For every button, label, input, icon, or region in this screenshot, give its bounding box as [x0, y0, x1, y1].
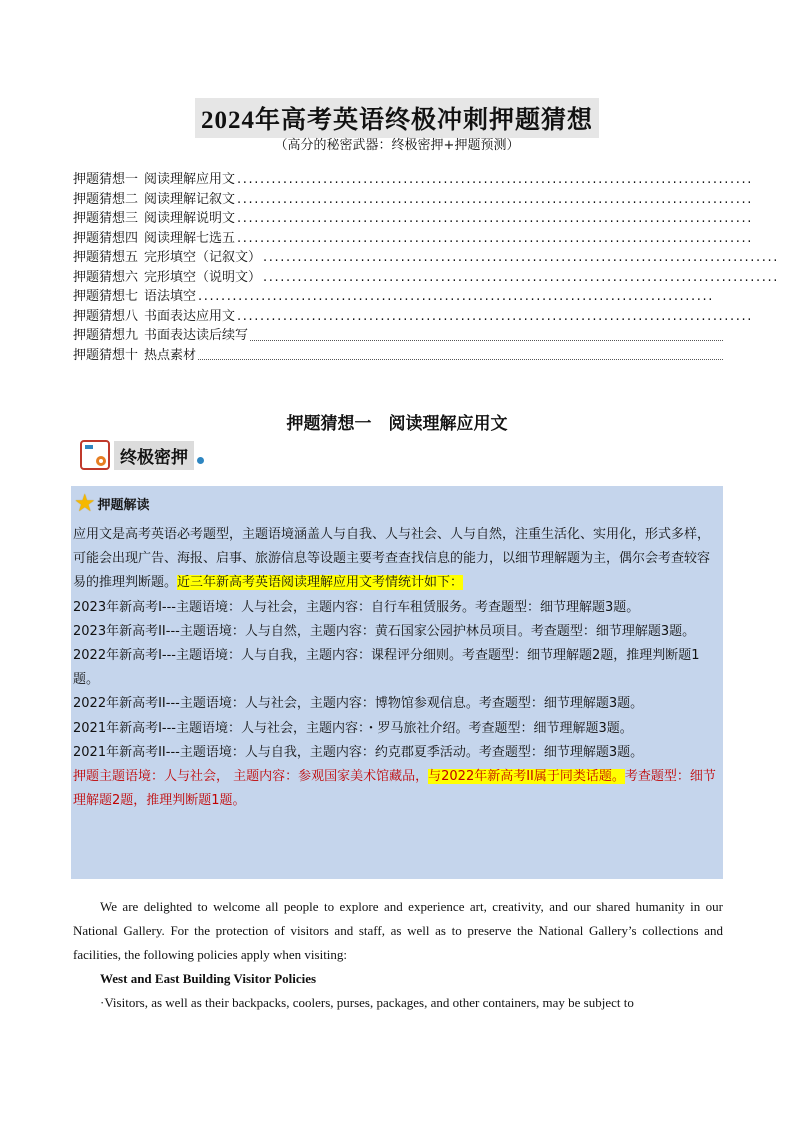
- analysis-box-header: [71, 486, 723, 520]
- toc-item[interactable]: [73, 229, 753, 249]
- toc-leader: [250, 326, 723, 341]
- toc-item[interactable]: [73, 248, 779, 268]
- toc-item-title: 完形填空（说明文）: [144, 269, 262, 285]
- toc-item-number: 押题猜想七: [73, 289, 139, 304]
- prediction-part-a: 押题主题语境：人与社会， 主题内容：参观国家美术馆藏品，: [73, 769, 429, 785]
- section-badge: [80, 440, 204, 470]
- passage-paragraph: We are delighted to welcome all people to explore and experience art, creativity, and our shared humanity in our National Gallery. For the protection of visitors and staff, as well as to preserve the National Gallery’s collections and facilities, the following policies apply when visiting:: [73, 899, 723, 962]
- toc-item[interactable]: [73, 346, 723, 366]
- toc-item[interactable]: [73, 287, 723, 307]
- dot-icon: [197, 457, 204, 464]
- target-board-icon: [80, 440, 110, 470]
- toc-leader: ..........................................................................................: [198, 289, 714, 304]
- toc-item-number: 押题猜想九: [73, 328, 139, 343]
- toc-item[interactable]: [73, 209, 753, 229]
- prediction-part-c: 考查题型：细节理解题2题，推理判断题1题。: [73, 769, 716, 809]
- stat-item: 2022年新高考II---主题语境：人与社会，主题内容：博物馆参观信息。考查题型：细节理解题3题。: [73, 696, 644, 712]
- page-title-wrap: [0, 98, 794, 138]
- toc-item-title: 书面表达读后续写: [144, 328, 249, 343]
- toc-item-title: 完形填空（记叙文）: [144, 250, 262, 265]
- prediction-part-b: 与2022年新高考II属于同类话题。: [428, 769, 625, 785]
- stat-item: 2021年新高考II---主题语境：人与自我，主题内容：约克郡夏季活动。考查题型：细节理解题3题。: [73, 744, 644, 760]
- toc-item-title: 阅读理解应用文: [144, 172, 236, 187]
- toc-leader: ..........................................................................................: [237, 308, 753, 324]
- toc-item-number: 押题猜想三: [73, 211, 139, 226]
- toc-item-title: 阅读理解记叙文: [144, 191, 236, 207]
- toc-item-number: 押题猜想四: [73, 230, 139, 246]
- analysis-intro-highlight: 近三年新高考英语阅读理解应用文考情统计如下：: [177, 575, 464, 591]
- toc-item[interactable]: [73, 307, 753, 327]
- toc-item[interactable]: [73, 326, 723, 346]
- passage-subheading: West and East Building Visitor Policies: [100, 971, 317, 986]
- section-title: 押题猜想一 阅读理解应用文: [286, 414, 508, 434]
- toc-leader: [198, 346, 723, 361]
- title-year: 2024: [200, 107, 255, 134]
- toc-leader: ..........................................................................................: [263, 250, 779, 265]
- analysis-intro: [73, 523, 721, 596]
- analysis-box-body: [71, 520, 723, 813]
- toc-item[interactable]: [73, 190, 753, 210]
- toc-leader: ..........................................................................................: [237, 191, 753, 207]
- page-title: [195, 98, 599, 138]
- analysis-box-heading: 押题解读: [97, 497, 150, 513]
- title-text: 年高考英语终极冲刺押题猜想: [254, 105, 593, 134]
- toc-item-title: 阅读理解七选五: [144, 230, 236, 246]
- page-subtitle: （高分的秘密武器：终极密押+押题预测）: [274, 138, 520, 153]
- stat-item: 2021年新高考I---主题语境：人与社会，主题内容：・罗马旅社介绍。考查题型：细节理解题3题。: [73, 720, 633, 736]
- toc-item[interactable]: [73, 170, 753, 190]
- toc-item-number: 押题猜想八: [73, 308, 139, 324]
- table-of-contents: [73, 170, 779, 365]
- toc-item-number: 押题猜想一: [73, 172, 139, 187]
- analysis-box: [71, 486, 723, 879]
- toc-leader: ..........................................................................................: [237, 230, 753, 246]
- toc-item-title: 书面表达应用文: [144, 308, 236, 324]
- toc-item-title: 热点素材: [144, 347, 197, 363]
- toc-leader: ..........................................................................................: [237, 211, 753, 226]
- toc-item[interactable]: [73, 268, 779, 288]
- toc-item-number: 押题猜想二: [73, 191, 139, 207]
- toc-leader: ..........................................................................................: [237, 172, 753, 187]
- prediction: [73, 765, 721, 813]
- toc-item-number: 押题猜想十: [73, 347, 139, 363]
- toc-leader: ..........................................................................................: [263, 269, 779, 285]
- toc-item-title: 阅读理解说明文: [144, 211, 236, 226]
- toc-item-number: 押题猜想六: [73, 269, 139, 285]
- badge-label: 终极密押: [114, 441, 194, 470]
- reading-passage: [73, 895, 723, 1015]
- stat-item: 2023年新高考II---主题语境：人与自然，主题内容：黄石国家公园护林员项目。考查题型：细节理解题3题。: [73, 623, 696, 639]
- stat-item: 2022年新高考I---主题语境：人与自我，主题内容：课程评分细则。考查题型：细节理解题2题，推理判断题1题。: [73, 648, 700, 688]
- analysis-intro-text: 应用文是高考英语必考题型，主题语境涵盖人与自我、人与社会、人与自然，注重生活化、实用化，形式多样，可能会出现广告、海报、启事、旅游信息等设题主要考查查找信息的能力，以细节理解题为主，偶尔会考查较容易的推理判断题。: [73, 527, 711, 591]
- toc-item-number: 押题猜想五: [73, 250, 139, 265]
- stat-item: 2023年新高考I---主题语境：人与社会，主题内容：自行车租赁服务。考查题型：细节理解题3题。: [73, 599, 640, 615]
- passage-paragraph: ·Visitors, as well as their backpacks, coolers, purses, packages, and other containers, may be subject to: [100, 995, 634, 1010]
- toc-item-title: 语法填空: [144, 289, 197, 304]
- star-icon: ★: [74, 489, 96, 517]
